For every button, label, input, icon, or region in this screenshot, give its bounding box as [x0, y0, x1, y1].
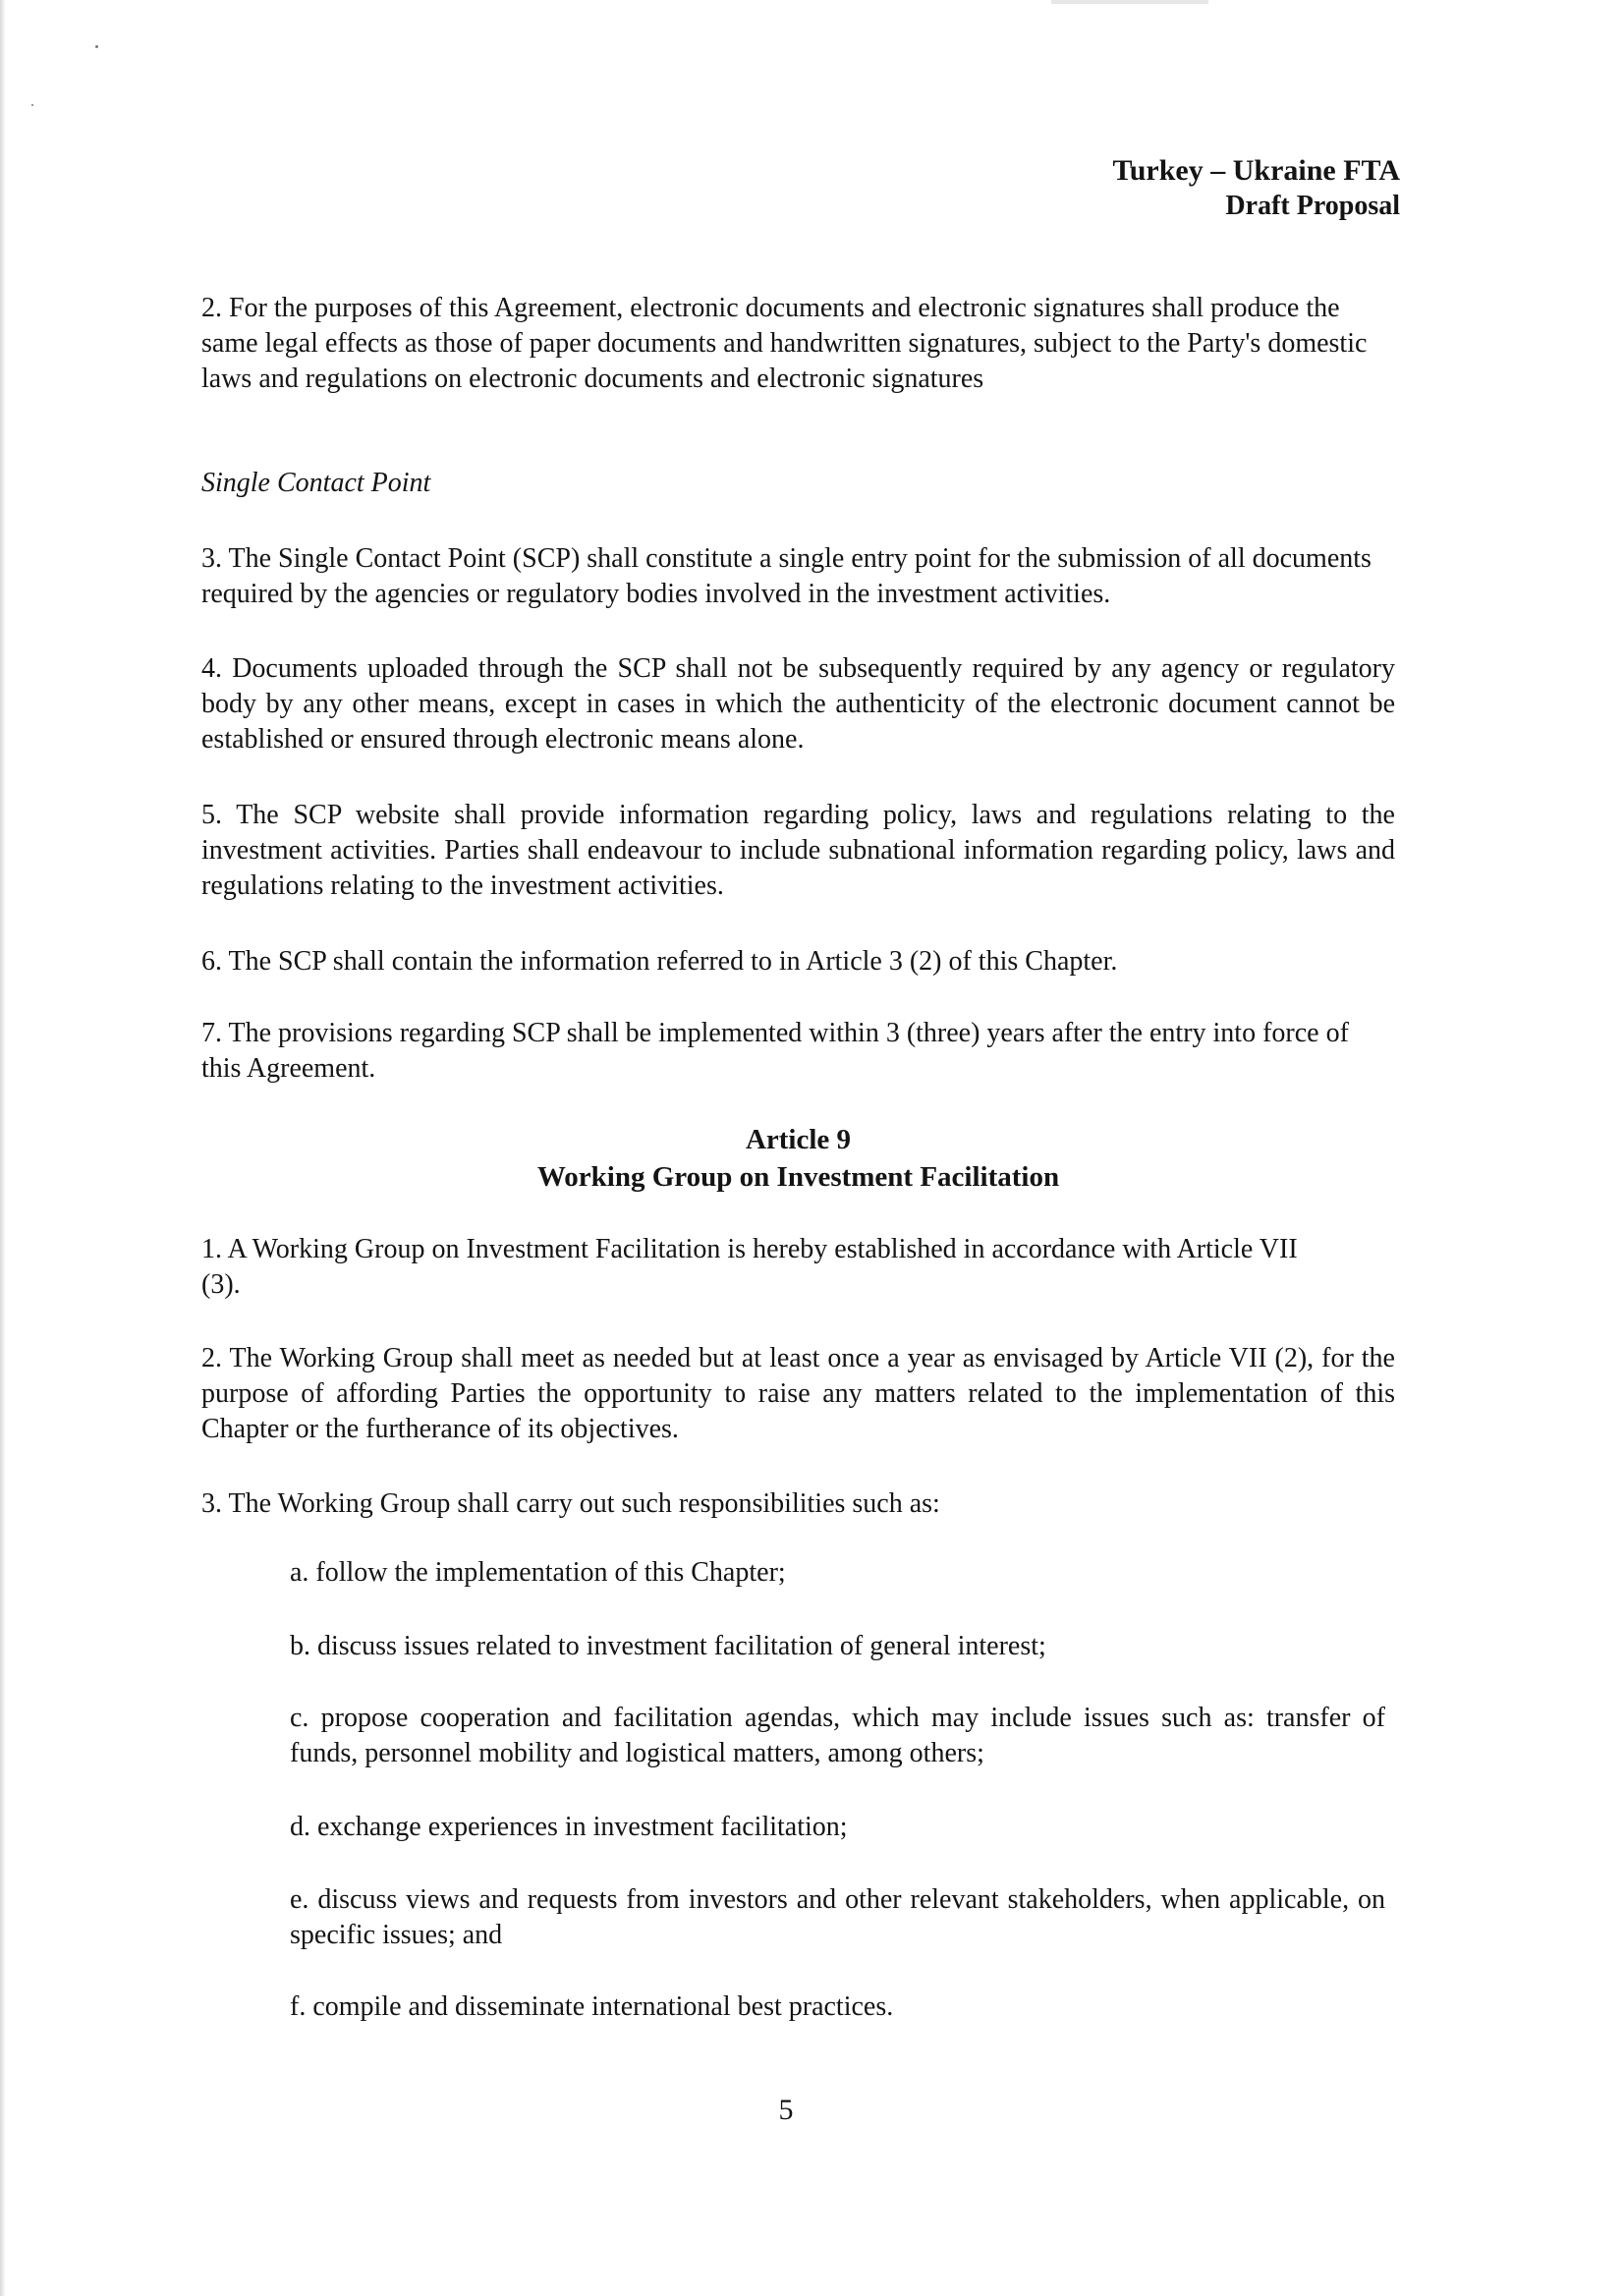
scan-speck	[31, 104, 33, 106]
list-item: b. discuss issues related to investment facilitation of general interest;	[290, 1631, 1046, 1661]
paragraph-5-scp-website: 5. The SCP website shall provide information regarding policy, laws and regulations relating to the investment activities. Parties shall endeavour to include subnational information regarding policy, laws and regulations relating to the investment activities.	[201, 800, 1395, 901]
list-item: c. propose cooperation and facilitation agendas, which may include issues such as: transfer of funds, personnel mobility and logistical matters, among others;	[290, 1703, 1385, 1768]
scan-page-edge-top	[1051, 0, 1208, 4]
paragraph-7-scp-implementation: 7. The provisions regarding SCP shall be implemented within 3 (three) years after the entry into force of this Agreement.	[201, 1018, 1349, 1084]
list-item: d. exchange experiences in investment facilitation;	[290, 1812, 848, 1842]
header-subtitle: Draft Proposal	[1225, 191, 1400, 221]
section-heading-single-contact-point: Single Contact Point	[201, 468, 431, 498]
article-number: Article 9	[745, 1124, 852, 1155]
article-9-paragraph-1: 1. A Working Group on Investment Facilitation is hereby established in accordance with Article VII (3).	[201, 1234, 1298, 1300]
page-number: 5	[778, 2094, 794, 2126]
paragraph-2-electronic-documents: 2. For the purposes of this Agreement, electronic documents and electronic signatures shall produce the same legal effects as those of paper documents and handwritten signatures, subject to the Party's domestic laws and regulations on electronic documents and electronic signatures	[201, 293, 1368, 394]
paragraph-6-scp-information: 6. The SCP shall contain the information referred to in Article 3 (2) of this Chapter.	[201, 946, 1118, 977]
document-header	[1112, 153, 1400, 224]
article-9-paragraph-3: 3. The Working Group shall carry out such responsibilities such as:	[201, 1488, 940, 1519]
article-title: Working Group on Investment Facilitation	[536, 1161, 1060, 1193]
article-9-heading	[201, 1121, 1395, 1196]
paragraph-4-scp-documents: 4. Documents uploaded through the SCP shall not be subsequently required by any agency or regulatory body by any other means, except in cases in which the authenticity of the electronic document cannot be established or ensured through electronic means alone.	[201, 653, 1395, 755]
paragraph-3-scp-entry-point: 3. The Single Contact Point (SCP) shall constitute a single entry point for the submission of all documents required by the agencies or regulatory bodies involved in the investment activities.	[201, 543, 1372, 609]
list-item: a. follow the implementation of this Chapter;	[290, 1557, 786, 1588]
article-9-paragraph-2: 2. The Working Group shall meet as needed but at least once a year as envisaged by Article VII (2), for the purpose of affording Parties the opportunity to raise any matters related to the implementation of this Chapter or the furtherance of its objectives.	[201, 1343, 1395, 1444]
header-title: Turkey – Ukraine FTA	[1112, 154, 1400, 187]
list-item: f. compile and disseminate international best practices.	[290, 1991, 894, 2022]
scan-page-edge-left	[0, 0, 6, 2296]
scan-speck	[95, 45, 98, 48]
list-item: e. discuss views and requests from investors and other relevant stakeholders, when applicable, on specific issues; and	[290, 1884, 1385, 1950]
